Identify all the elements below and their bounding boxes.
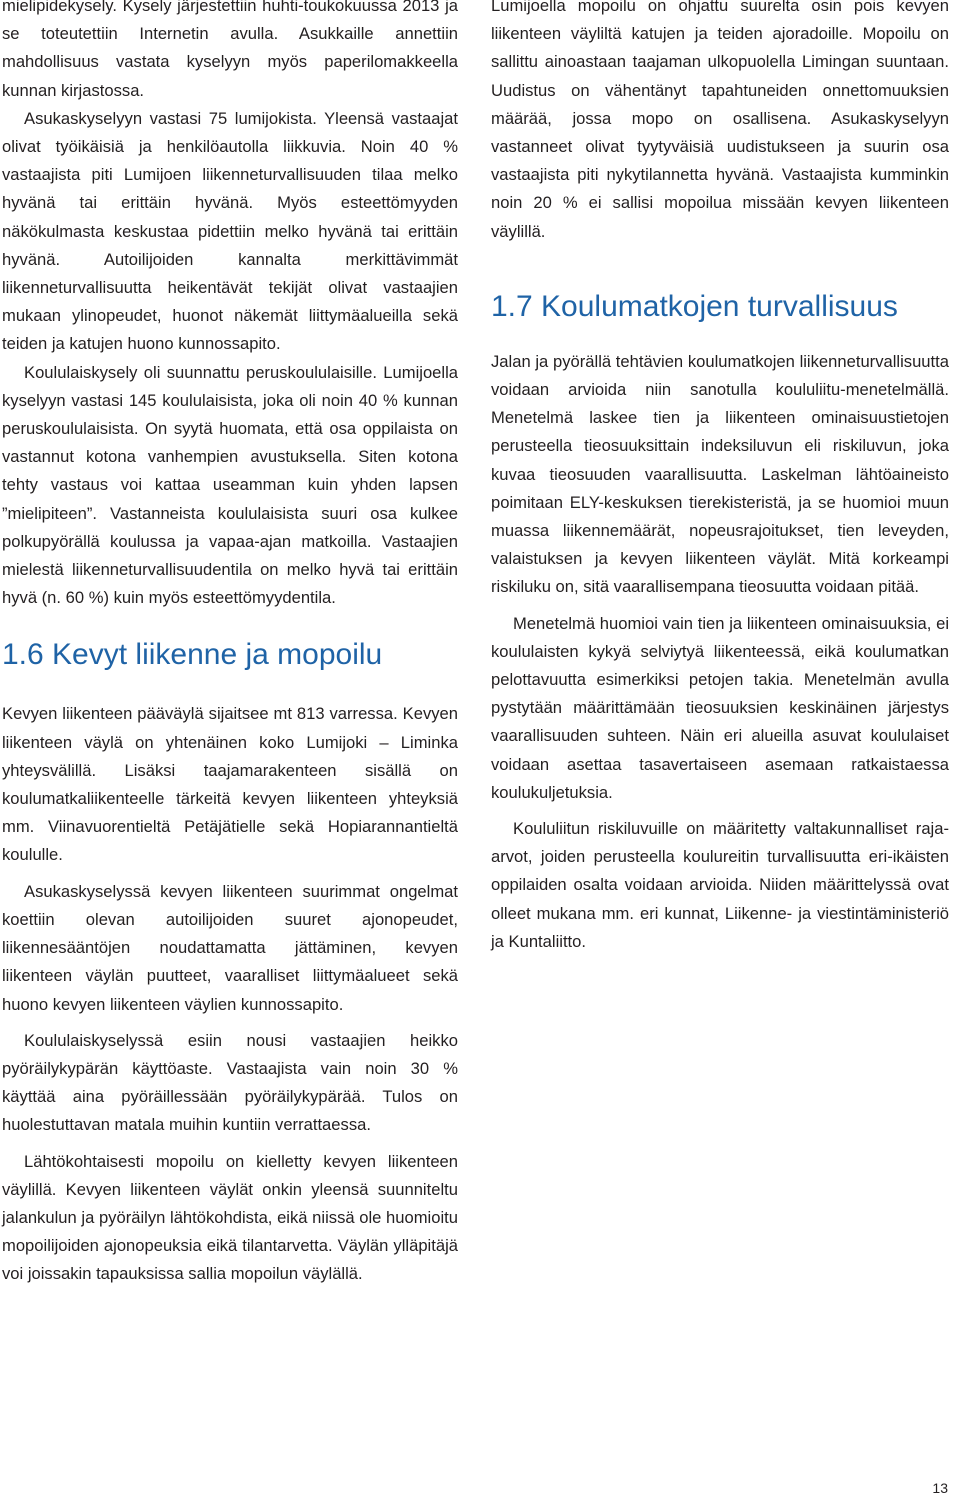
section-heading-1-7: 1.7 Koulumatkojen turvallisuus bbox=[491, 289, 898, 323]
paragraph: Lumijoella mopoilu on ohjattu suurelta osin pois kevyen liikenteen väyliltä katujen ja teiden ajoradoille. Mopoilu on sallittu ainoastaan taajaman ulkopuolella Limingan suuntaan. Uudistus on vähentänyt tapahtuneiden onnettomuuksien määrää, jossa mopo on osallisena. Asukaskyselyyn vastanneet olivat tyytyväisiä uudistukseen ja suurin osa vastaajista piti nykytilannetta hyvänä. Vastaajista kumminkin noin 20 % ei sallisi mopoilua missään kevyen liikenteen väylillä. bbox=[491, 0, 949, 241]
right-column bbox=[491, 0, 949, 956]
paragraph: mielipidekysely. Kysely järjestettiin huhti-toukokuussa 2013 ja se toteutettiin Internetin avulla. Asukkaille annettiin mahdollisuus vastata kyselyyn myös paperilomakkeella kunnan kirjastossa. bbox=[2, 0, 458, 100]
paragraph: Koululaiskyselyssä esiin nousi vastaajien heikko pyöräilykypärän käyttöaste. Vastaajista vain noin 30 % käyttää aina pyöräillessään pyöräilykypärää. Tulos on huolestuttavan matala muihin kuntiin verrattaessa. bbox=[2, 1030, 458, 1135]
paragraph: Koululiitun riskiluvuille on määritetty valtakunnalliset raja-arvot, joiden perusteella koulureitin turvallisuutta eri-ikäisten oppilaiden osalta voidaan arvioida. Niiden määrittelyssä ovat olleet mukana mm. eri kunnat, Liikenne- ja viestintäministeriö ja Kuntaliitto. bbox=[491, 819, 949, 951]
paragraph: Koululaiskysely oli suunnattu peruskoululaisille. Lumijoella kyselyyn vastasi 145 koululaisista, joka oli noin 40 % kunnan peruskoululaisista. On syytä huomata, että osa oppilaista on vastannut kotona vanhempien avustuksella. Siten kotona tehty vastaus voi kattaa useamman kuin yhden lapsen ”mielipiteen”. Vastanneista koululaisista suuri osa kulkee polkupyörällä koulussa ja vapaa-ajan matkoilla. Vastaajien mielestä liikenneturvallisuudentila on melko hyvä tai erittäin hyvä (n. 60 %) kuin myös esteettömyydentila. bbox=[2, 362, 458, 608]
section-heading-1-6: 1.6 Kevyt liikenne ja mopoilu bbox=[2, 638, 383, 672]
paragraph: Jalan ja pyörällä tehtävien koulumatkojen liikenneturvallisuutta voidaan arvioida niin sanotulla koululiitu-menetelmällä. Menetelmä laskee tien ja liikenteen ominaisuustietojen perusteella tieosuuksittain indeksiluvun eli riskiluvun, joka kuvaa tieosuuden vaarallisuutta. Laskelman lähtöaineisto poimitaan ELY-keskuksen tierekisteristä, ja se huomioi muun muassa liikennemäärät, nopeusrajoitukset, tien leveyden, valaistuksen ja kevyen liikenteen väylät. Mitä korkeampi riskiluku on, sitä vaarallisempana tieosuutta voidaan pitää. bbox=[491, 351, 949, 597]
paragraph: Asukaskyselyyn vastasi 75 lumijokista. Yleensä vastaajat olivat työikäisiä ja henkilöautolla liikkuvia. Noin 40 % vastaajista piti Lumijoen liikenneturvallisuuden tilaa melko hyvänä tai erittäin hyvänä. Myös esteettömyyden näkökulmasta keskustaa pidettiin melko hyvänä tai erittäin hyvänä. Autoilijoiden kannalta merkittävimmät liikenneturvallisuutta heikentävät tekijät olivat vastaajien mukaan ylinopeudet, huonot näkemät liittymäalueilla sekä teiden ja katujen huono kunnossapito. bbox=[2, 108, 458, 354]
page-number: 13 bbox=[932, 1480, 948, 1496]
paragraph: Kevyen liikenteen pääväylä sijaitsee mt 813 varressa. Kevyen liikenteen väylä on yhtenäinen koko Lumijoki – Liminka yhteysvälillä. Lisäksi taajamarakenteen sisällä on koulumatkaliikenteelle tärkeitä kevyen liikenteen yhteyksiä mm. Viinavuorentieltä Petäjätielle sekä Hopiarannantieltä koululle. bbox=[2, 704, 458, 865]
paragraph: Lähtökohtaisesti mopoilu on kielletty kevyen liikenteen väylillä. Kevyen liikenteen väylät onkin yleensä suunniteltu jalankulun ja pyöräilyn lähtökohdista, eikä niissä ole huomioitu mopoilijoiden ajonopeuksia eikä tilantarvetta. Väylän ylläpitäjä voi joissakin tapauksissa sallia mopoilun väylällä. bbox=[2, 1151, 458, 1284]
paragraph: Asukaskyselyssä kevyen liikenteen suurimmat ongelmat koettiin olevan autoilijoiden suuret ajonopeudet, liikennesääntöjen noudattamatta jättäminen, kevyen liikenteen väylän puutteet, vaaralliset liittymäalueet sekä huono kevyen liikenteen väylien kunnossapito. bbox=[2, 881, 458, 1014]
paragraph: Menetelmä huomioi vain tien ja liikenteen ominaisuuksia, ei koululaisten kykyä selviytyä liikenteessä, eikä koulumatkan pelottavuutta esimerkiksi petojen takia. Menetelmän avulla pystytään määrittämään tieosuuksien keskinäinen järjestys vaarallisuuden suhteen. Näin eri alueilla asuvat koululaiset voidaan asettaa tasavertaiseen asemaan ratkaistaessa koulukuljetuksia. bbox=[491, 613, 949, 802]
left-column bbox=[2, 0, 458, 1289]
